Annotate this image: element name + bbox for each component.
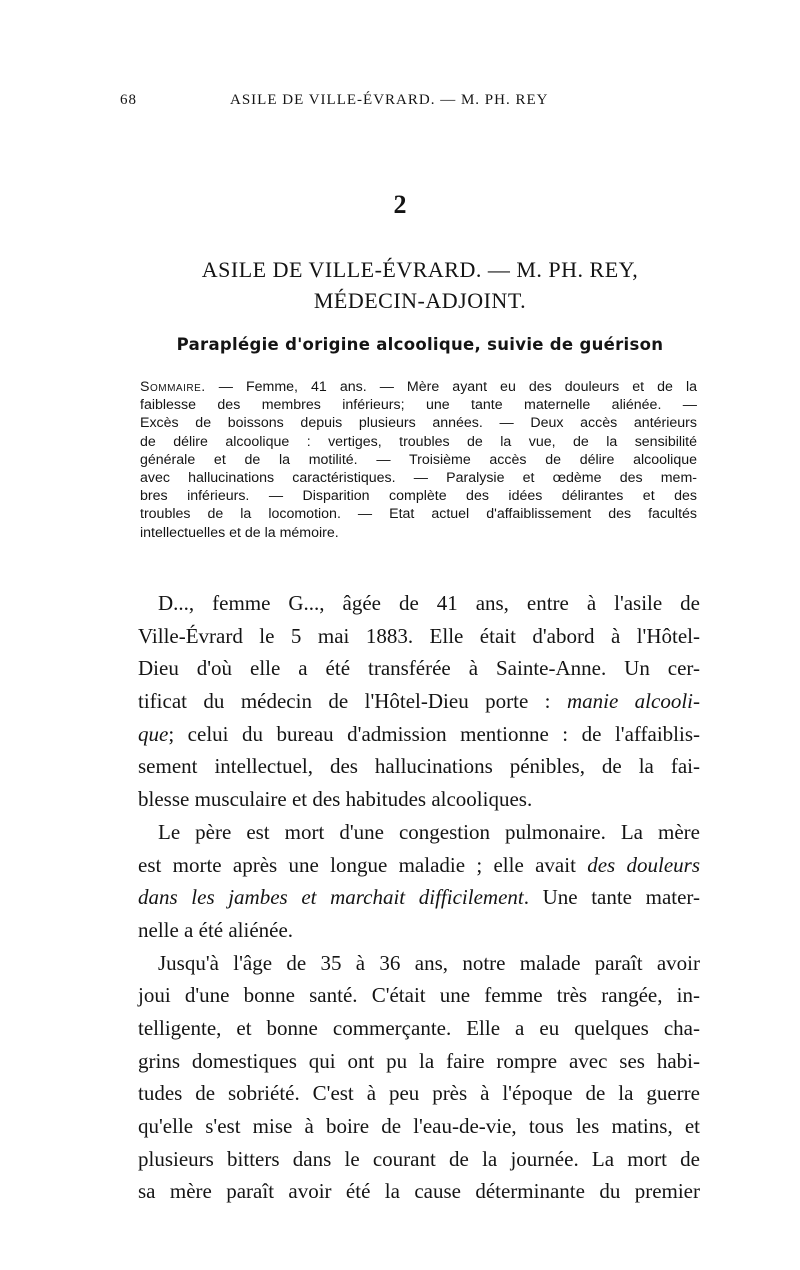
italic-quote: que [138, 721, 169, 746]
summary-line: troubles de la locomotion. — Etat actuel d'affaiblissement des facultés [140, 506, 697, 523]
subject-heading: Paraplégie d'origine alcoolique, suivie de guérison [176, 335, 664, 354]
body-line: que; celui du bureau d'admission mentionne : de l'affaiblis- [138, 721, 700, 746]
summary-line: Excès de boissons depuis plusieurs années. — Deux accès antérieurs [140, 415, 697, 432]
article-title-line: MÉDECIN-ADJOINT. [313, 288, 527, 313]
page-number: 68 [120, 92, 137, 108]
summary-line: générale et de la motilité. — Troisième accès de délire alcoolique [140, 451, 697, 468]
body-line: sement intellectuel, des hallucinations pénibles, de la fai- [138, 754, 700, 779]
body-line: Dieu d'où elle a été transférée à Sainte-Anne. Un cer- [138, 656, 700, 681]
body-line: sa mère paraît avoir été la cause déterminante du premier [138, 1179, 700, 1204]
body-line: plusieurs bitters dans le courant de la journée. La mort de [138, 1146, 700, 1171]
article-title-line: ASILE DE VILLE-ÉVRARD. — M. PH. REY, [201, 257, 639, 282]
article-title [150, 254, 690, 316]
summary-block [140, 378, 697, 542]
body-line: tudes de sobriété. C'est à peu près à l'époque de la guerre [138, 1081, 700, 1106]
body-line: joui d'une bonne santé. C'était une femme très rangée, in- [138, 983, 700, 1008]
body-line: grins domestiques qui ont pu la faire rompre avec ses habi- [138, 1048, 700, 1073]
summary-line: bres inférieurs. — Disparition complète des idées délirantes et des [140, 488, 697, 505]
italic-quote: dans les jambes et marchait difficilement [138, 885, 524, 910]
body-line: tificat du médecin de l'Hôtel-Dieu porte : manie alcooli- [138, 689, 700, 714]
body-line: telligente, et bonne commerçante. Elle a eu quelques cha- [138, 1015, 700, 1040]
italic-quote: des douleurs [587, 852, 700, 877]
body-line: Ville-Évrard le 5 mai 1883. Elle était d'abord à l'Hôtel- [138, 623, 700, 648]
body-line: nelle a été aliénée. [138, 917, 294, 942]
summary-line: faiblesse des membres inférieurs; une tante maternelle aliénée. — [140, 397, 697, 414]
summary-label: Sommaire. [140, 379, 206, 395]
italic-quote: manie alcooli- [566, 689, 700, 714]
body-line: D..., femme G..., âgée de 41 ans, entre à l'asile de [158, 591, 700, 615]
running-head-text: ASILE DE VILLE-ÉVRARD. — M. PH. REY [230, 92, 549, 108]
summary-line: avec hallucinations caractéristiques. — Paralysie et œdème des mem- [140, 469, 697, 486]
body-line: Jusqu'à l'âge de 35 à 36 ans, notre malade paraît avoir [158, 950, 700, 975]
article-number: 2 [393, 190, 407, 219]
body-line: Le père est mort d'une congestion pulmonaire. La mère [158, 819, 700, 844]
body-text [138, 587, 700, 1208]
summary-line: de délire alcoolique : vertiges, troubles de la vue, de la sensibilité [140, 433, 697, 450]
body-line: blesse musculaire et des habitudes alcooliques. [138, 787, 533, 812]
body-line: dans les jambes et marchait difficilement. Une tante mater- [138, 885, 700, 910]
body-line: est morte après une longue maladie ; elle avait des douleurs [138, 852, 700, 877]
summary-line: intellectuelles et de la mémoire. [140, 524, 339, 541]
body-line: qu'elle s'est mise à boire de l'eau-de-vie, tous les matins, et [138, 1114, 700, 1138]
running-head [120, 92, 695, 116]
summary-line: Sommaire. — Femme, 41 ans. — Mère ayant eu des douleurs et de la [140, 379, 697, 395]
